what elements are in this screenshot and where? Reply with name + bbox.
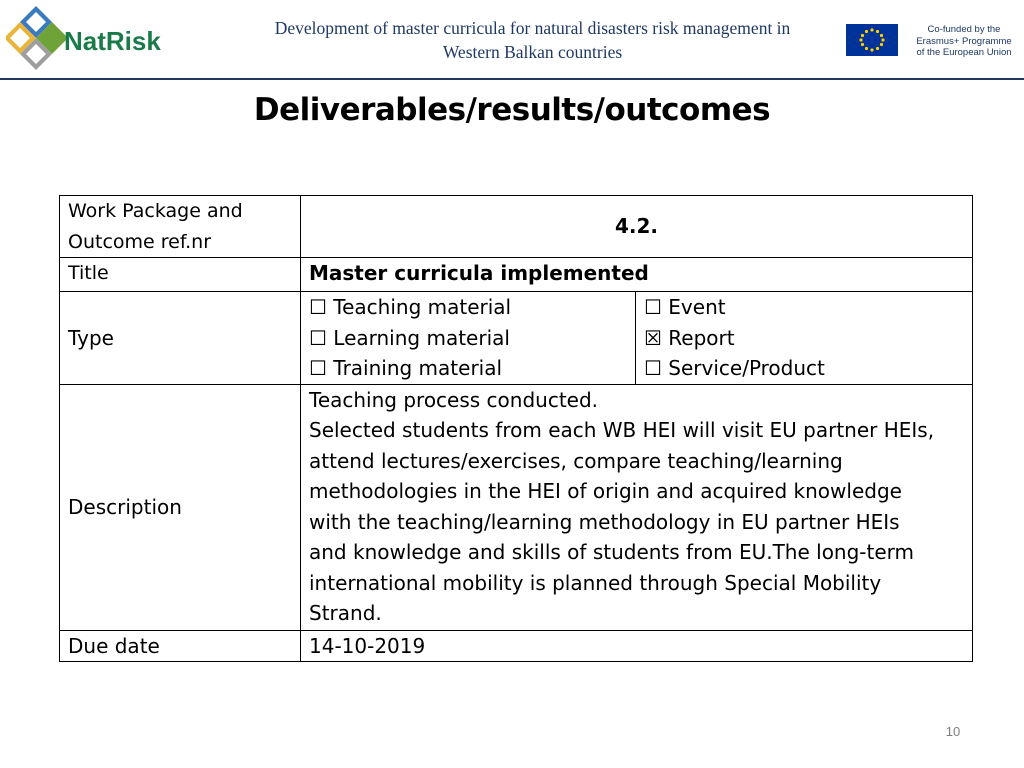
title-label-cell: Title <box>60 258 301 292</box>
eu-cofunded-text <box>906 24 1022 59</box>
description-line: Strand. <box>309 601 382 625</box>
type-options-left-cell <box>301 292 636 385</box>
type-label-cell: Type <box>60 292 301 385</box>
logo-text: NatRisk <box>64 26 161 56</box>
header-divider <box>0 78 1024 80</box>
due-date-value-cell: 14-10-2019 <box>301 630 973 662</box>
description-line: Teaching process conducted. <box>309 387 599 412</box>
table-row <box>60 292 973 385</box>
natrisk-logo <box>6 4 166 70</box>
table-row <box>60 630 973 662</box>
page-number: 10 <box>945 724 961 739</box>
table-row <box>60 196 973 258</box>
description-line: with the teaching/learning methodology in EU partner HEIs <box>309 509 900 534</box>
slide-title: Deliverables/results/outcomes <box>253 92 771 128</box>
type-option-teaching: ☐ Teaching material <box>309 295 512 319</box>
wp-label-cell: Work Package and Outcome ref.nr <box>60 196 301 258</box>
description-line: and knowledge and skills of students from EU.The long-term <box>309 540 915 564</box>
description-value-cell <box>301 384 973 630</box>
type-options-right-cell <box>636 292 973 385</box>
table-row <box>60 384 973 630</box>
type-option-training: ☐ Training material <box>309 356 503 380</box>
eu-flag-icon <box>846 24 898 56</box>
description-line: attend lectures/exercises, compare teaching/learning <box>309 448 843 473</box>
description-line: methodologies in the HEI of origin and acquired knowledge <box>309 479 902 503</box>
type-option-event: ☐ Event <box>644 295 726 319</box>
header <box>0 0 1024 80</box>
eu-cofunded-badge <box>846 24 1022 58</box>
description-label-cell: Description <box>60 384 301 630</box>
description-line: international mobility is planned through Special Mobility <box>309 570 882 595</box>
project-title: Development of master curricula for natural disasters risk management in Western Balkan countries <box>274 18 791 62</box>
eu-text-line: of the European Union <box>916 47 1012 58</box>
type-option-learning: ☐ Learning material <box>309 325 510 350</box>
type-option-service-product: ☐ Service/Product <box>644 356 825 380</box>
wp-value-cell: 4.2. <box>301 196 973 258</box>
eu-text-line: Erasmus+ Programme <box>916 35 1012 47</box>
title-value-cell: Master curricula implemented <box>301 258 973 292</box>
deliverables-table <box>59 195 973 662</box>
type-option-report: ☒ Report <box>644 325 735 350</box>
due-date-label-cell: Due date <box>60 630 301 662</box>
description-line: Selected students from each WB HEI will visit EU partner HEIs, <box>309 418 935 442</box>
eu-text-line: Co-funded by the <box>927 24 1001 35</box>
natrisk-logo-mark-icon <box>6 4 66 70</box>
table-row <box>60 258 973 292</box>
